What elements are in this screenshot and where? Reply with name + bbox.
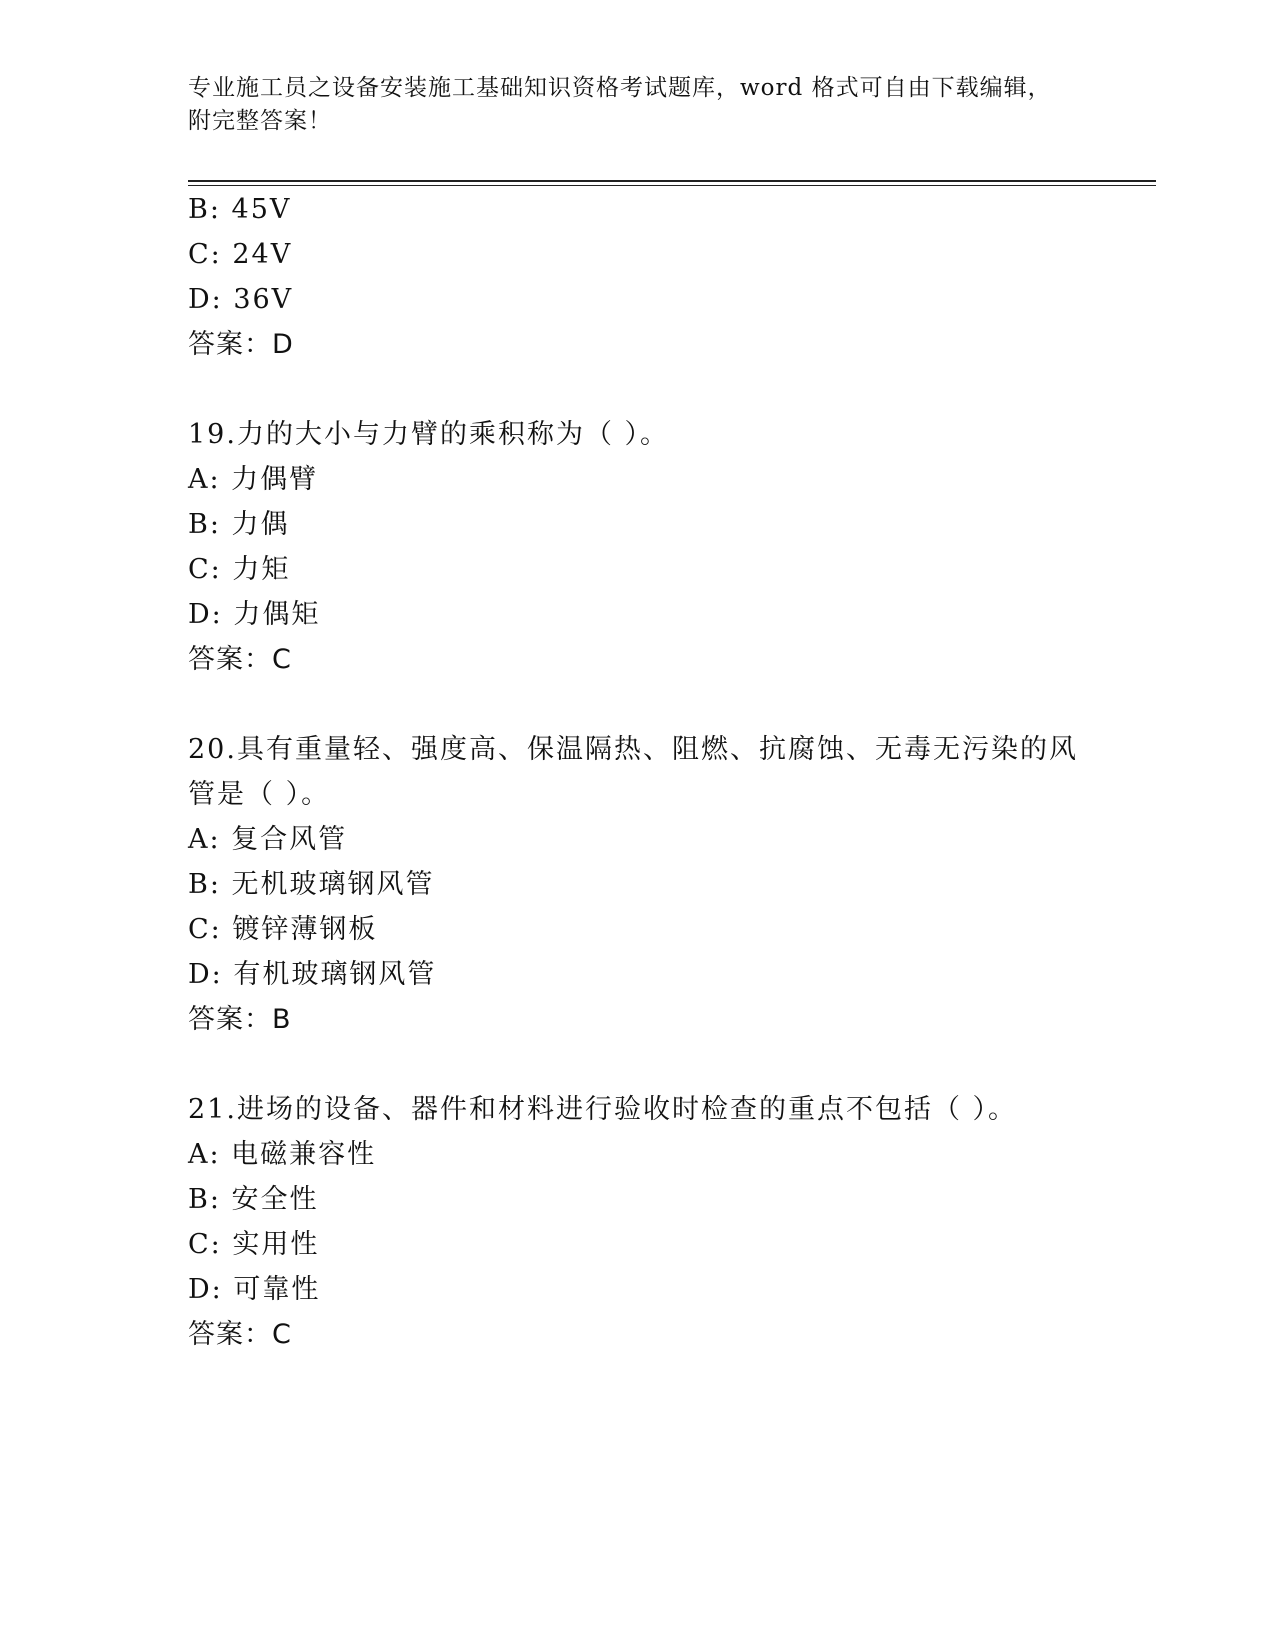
q20-option-c: C: 镀锌薄钢板 [188, 914, 378, 945]
q21-question: 21.进场的设备、器件和材料进行验收时检查的重点不包括（ ）。 [188, 1094, 1018, 1125]
q20-answer: 答案：B [188, 1004, 292, 1035]
q20-question-line-2: 管是（ ）。 [188, 779, 331, 810]
header-title-line-1: 专业施工员之设备安装施工基础知识资格考试题库，word 格式可自由下载编辑， [188, 75, 1052, 101]
q21-option-b: B: 安全性 [188, 1184, 319, 1215]
header-divider [188, 180, 1156, 186]
q20-question-line-1: 20.具有重量轻、强度高、保温隔热、阻燃、抗腐蚀、无毒无污染的风 [188, 734, 1078, 765]
q19-answer: 答案：C [188, 644, 292, 675]
q21-answer: 答案：C [188, 1319, 292, 1350]
q19-question: 19.力的大小与力臂的乘积称为（ ）。 [188, 419, 670, 450]
q20-option-a: A: 复合风管 [188, 824, 348, 855]
header-title-line-2: 附完整答案！ [188, 108, 332, 134]
q19-option-b: B: 力偶 [188, 509, 290, 540]
q21-option-a: A: 电磁兼容性 [188, 1139, 377, 1170]
q18-option-d: D: 36V [188, 284, 294, 315]
page-header [188, 72, 1088, 138]
q19-option-a: A: 力偶臂 [188, 464, 319, 495]
q20-option-b: B: 无机玻璃钢风管 [188, 869, 435, 900]
q18-answer: 答案：D [188, 329, 294, 360]
q19-option-d: D: 力偶矩 [188, 599, 321, 630]
q18-option-b: B: 45V [188, 194, 292, 225]
q21-option-d: D: 可靠性 [188, 1274, 321, 1305]
q18-option-c: C: 24V [188, 239, 293, 270]
q19-option-c: C: 力矩 [188, 554, 291, 585]
q21-option-c: C: 实用性 [188, 1229, 320, 1260]
q20-option-d: D: 有机玻璃钢风管 [188, 959, 437, 990]
